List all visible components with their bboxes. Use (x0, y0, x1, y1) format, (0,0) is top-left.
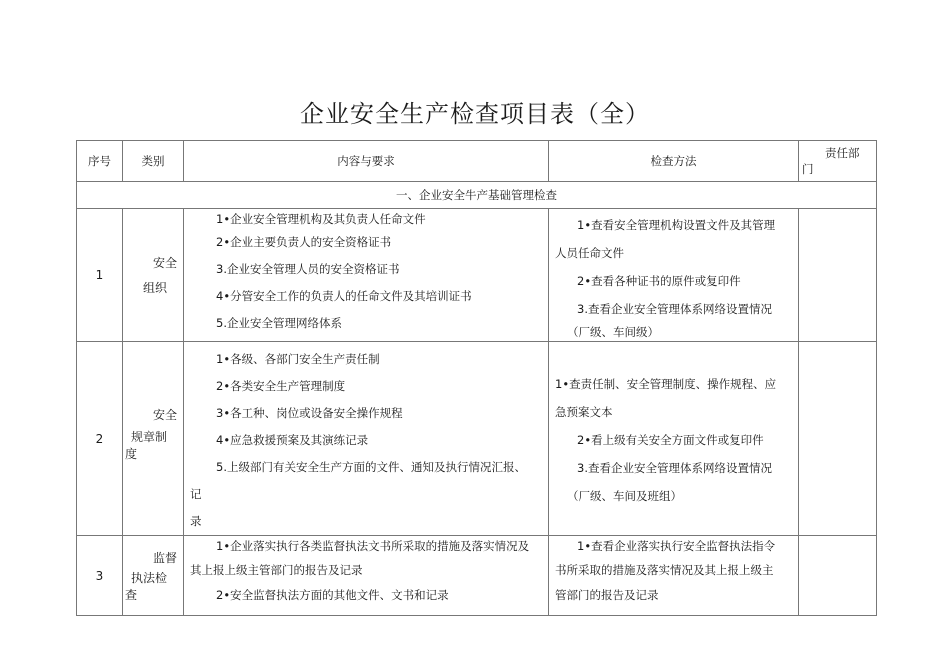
method-line: 书所采取的措施及落实情况及其上报上级主 (555, 563, 774, 577)
header-content: 内容与要求 (184, 141, 549, 182)
header-dept-line1: 责任部 (825, 146, 860, 160)
content-line: 3•各工种、岗位或设备安全操作规程 (216, 406, 403, 420)
content-line: 4•分管安全工作的负责人的任命文件及其培训证书 (216, 289, 472, 303)
method-line: 1•查责任制、安全管理制度、操作规程、应 (555, 377, 777, 391)
method-line: 2•查看各种证书的原件或复印件 (577, 274, 741, 288)
header-method: 检查方法 (549, 141, 799, 182)
method-line: （厂级、车间级） (567, 325, 659, 339)
method-line: 3.查看企业安全管理体系网络设置情况 (577, 461, 772, 475)
content-line: 3.企业安全管理人员的安全资格证书 (216, 262, 400, 276)
method-line: 1•查看企业落实执行安全监督执法指令 (577, 539, 776, 553)
content-line: 录 (190, 514, 202, 528)
row-category (123, 536, 184, 616)
header-category: 类别 (123, 141, 184, 182)
row-seq: 3 (77, 536, 123, 616)
method-line: 1•查看安全管理机构设置文件及其管理 (577, 218, 776, 232)
method-line: （厂级、车间及班组） (567, 489, 682, 503)
content-line: 2•安全监督执法方面的其他文件、文书和记录 (216, 588, 449, 602)
header-dept-line2: 门 (802, 162, 814, 176)
content-line: 1•各级、各部门安全生产责任制 (216, 352, 380, 366)
row-category-line: 度 (125, 447, 138, 461)
row-dept (799, 536, 877, 616)
row-seq: 2 (77, 342, 123, 536)
row-content (184, 209, 549, 342)
method-line: 急预案文本 (555, 405, 613, 419)
content-line: 其上报上级主管部门的报告及记录 (190, 563, 363, 577)
section-row (77, 182, 877, 209)
page-title: 企业安全生产检查项目表（全） (300, 100, 650, 128)
row-category-line: 规章制 (131, 430, 168, 444)
row-category (123, 342, 184, 536)
content-line: 4•应急救援预案及其演练记录 (216, 433, 369, 447)
section-title: 一、企业安全牛产基础管理检查 (77, 182, 877, 209)
row-dept (799, 209, 877, 342)
inspection-table (76, 140, 877, 616)
content-line: 记 (190, 487, 202, 501)
row-category-line: 组织 (143, 281, 168, 295)
row-method (549, 209, 799, 342)
content-line: 5.上级部门有关安全生产方面的文件、通知及执行情况汇报、 (216, 460, 526, 474)
table-row (77, 536, 877, 616)
row-content (184, 342, 549, 536)
method-line: 人员任命文件 (555, 246, 624, 260)
method-line: 管部门的报告及记录 (555, 588, 659, 602)
row-category-line: 安全 (153, 256, 178, 270)
content-line: 2•各类安全生产管理制度 (216, 379, 346, 393)
content-line: 1•企业落实执行各类监督执法文书所采取的措施及落实情况及 (216, 539, 530, 553)
header-seq: 序号 (77, 141, 123, 182)
row-method (549, 342, 799, 536)
method-line: 3.查看企业安全管理体系网络设置情况 (577, 302, 772, 316)
row-category-line: 执法检 (131, 571, 168, 585)
row-category (123, 209, 184, 342)
table-row (77, 342, 877, 536)
row-category-line: 查 (125, 588, 138, 602)
content-line: 2•企业主要负责人的安全资格证书 (216, 235, 392, 249)
header-dept (799, 141, 877, 182)
method-line: 2•看上级有关安全方面文件或复印件 (577, 433, 764, 447)
row-seq: 1 (77, 209, 123, 342)
row-category-line: 监督 (153, 551, 178, 565)
row-dept (799, 342, 877, 536)
row-category-line: 安全 (153, 408, 178, 422)
row-content (184, 536, 549, 616)
content-line: 1•企业安全管理机构及其负责人任命文件 (216, 212, 426, 226)
row-method (549, 536, 799, 616)
content-line: 5.企业安全管理网络体系 (216, 316, 342, 330)
table-row (77, 209, 877, 342)
table-header-row (77, 141, 877, 182)
